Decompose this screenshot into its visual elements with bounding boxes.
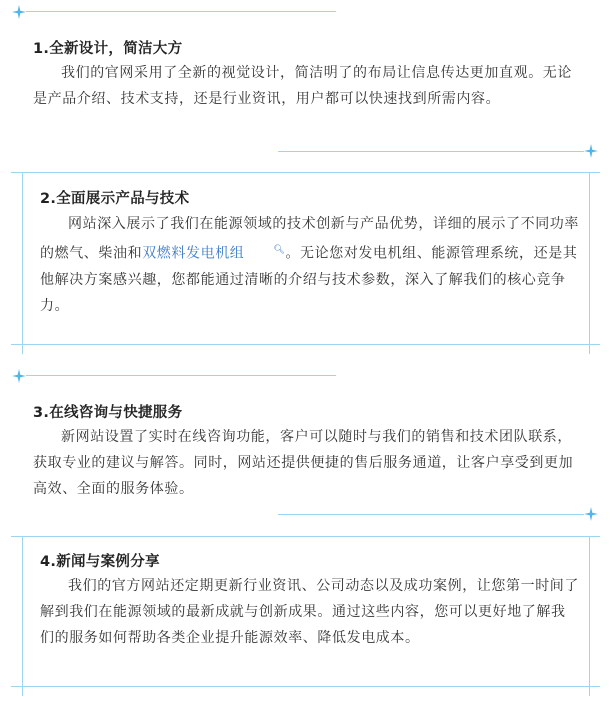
section-3-top-divider: [26, 375, 336, 376]
section-2-body: [40, 211, 580, 319]
section-2-left-border: [22, 172, 23, 354]
section-2-top-border: [11, 172, 600, 173]
sparkle-icon: [12, 5, 26, 19]
section-3-body: 新网站设置了实时在线咨询功能，客户可以随时与我们的销售和技术团队联系，获取专业的建议与解答。同时，网站还提供便捷的售后服务通道，让客户享受到更加高效、全面的服务体验。: [33, 429, 574, 497]
section-4-right-border: [589, 536, 590, 696]
sparkle-icon: [584, 144, 598, 158]
section-2-right-border: [589, 172, 590, 354]
dual-fuel-genset-link[interactable]: 双燃料发电机组: [142, 245, 245, 262]
top-divider: [26, 11, 336, 12]
section-3-bottom-divider: [278, 514, 584, 515]
section-2-body-end: 。无论您对发电机组、能源管理系统，还是其他解决方案感兴趣，您都能通过清晰的介绍与技术参数，深入了解我们的核心竞争力。: [40, 245, 578, 314]
section-4-left-border: [22, 536, 23, 696]
section-3-heading: 3.在线咨询与快捷服务: [33, 405, 183, 421]
section-4-bottom-border: [11, 686, 600, 687]
sparkle-icon: [584, 507, 598, 521]
section-1-body: 我们的官网采用了全新的视觉设计，简洁明了的布局让信息传达更加直观。无论是产品介绍、技术支持，还是行业资讯，用户都可以快速找到所需内容。: [33, 65, 572, 107]
section-4-body: 我们的官方网站还定期更新行业资讯、公司动态以及成功案例，让您第一时间了解到我们在能源领域的最新成就与创新成果。通过这些内容，您可以更好地了解我们的服务如何帮助各类企业提升能源效率、降低发电成本。: [40, 578, 579, 646]
sparkle-icon: [12, 369, 26, 383]
section-1-heading: 1.全新设计，简洁大方: [33, 41, 183, 57]
section-2-bottom-border: [11, 344, 600, 345]
section-2-body-start: 网站深入展示了我们在能源领域的技术创新与产品优势，详细的展示了不同功率的燃气、柴油和: [40, 216, 579, 262]
section-4-heading: 4.新闻与案例分享: [40, 554, 160, 570]
search-icon[interactable]: 🔍︎: [273, 245, 286, 255]
section-4-top-border: [11, 536, 600, 537]
section-2-heading: 2.全面展示产品与技术: [40, 191, 190, 207]
section-1-bottom-divider: [278, 151, 584, 152]
